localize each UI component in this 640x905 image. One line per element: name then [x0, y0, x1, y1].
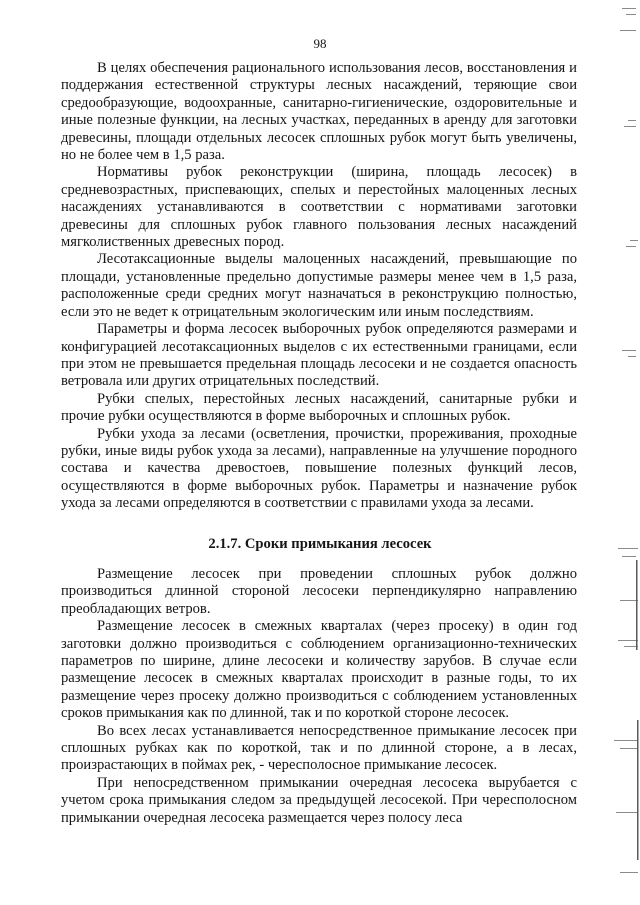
paragraph: Рубки ухода за лесами (осветления, прочистки, прореживания, проходные рубки, иные виды рубок ухода за лесами), направленные на улучшение породного состава и качества древостоев, повышение полезных функций лесов, осуществляются в форме выборочных рубок. Параметры и назначение рубок ухода за лесами определяются в соответствии с правилами ухода за лесами. — [61, 425, 577, 512]
paragraph: Рубки спелых, перестойных лесных насаждений, санитарные рубки и прочие рубки осуществляются в форме выборочных и сплошных рубок. — [61, 390, 577, 425]
paragraph: Размещение лесосек при проведении сплошных рубок должно производиться длинной стороной лесосеки перпендикулярно направлению преобладающих ветров. — [61, 566, 577, 617]
upper-text-block — [61, 60, 577, 513]
paragraph: В целях обеспечения рационального использования лесов, восстановления и поддержания естественной структуры лесных насаждений, теряющие свои средообразующие, водоохранные, санитарно-гигиенические, оздоровительные и иные полезные функции, на лесных участках, переданных в аренду для заготовки древесины, площади отдельных лесосек сплошных рубок могут быть увеличены, но не более чем в 1,5 раза. — [61, 60, 577, 164]
page-number: 98 — [313, 36, 327, 51]
paragraph: Нормативы рубок реконструкции (ширина, площадь лесосек) в средневозрастных, приспевающих, спелых и перестойных малоценных лесных насаждениях устанавливаются в соответствии с нормативами заготовки древесины для сплошных рубок главного пользования лесных насаждений мягколиственных древесных пород. — [61, 164, 577, 251]
paragraph: Во всех лесах устанавливается непосредственное примыкание лесосек при сплошных рубках как по короткой, так и по длинной стороне, а в лесах, произрастающих в поймах рек, - чересполосное примыкание лесосек. — [61, 722, 577, 774]
paragraph: Параметры и форма лесосек выборочных рубок определяются размерами и конфигурацией лесотаксационных выделов с их естественными границами, если при этом не превышается предельная площадь лесосеки и не создается опасность ветровала или других отрицательных последствий. — [61, 321, 577, 390]
paragraph: Лесотаксационные выделы малоценных насаждений, превышающие по площади, установленные предельно допустимые размеры менее чем в 1,5 раза, расположенные среди средних могут назначаться в реконструкцию полностью, если это не ведет к отрицательным экологическим или иным последствиям. — [61, 251, 577, 320]
section-heading: 2.1.7. Сроки примыкания лесосек — [208, 536, 432, 552]
paragraph: Размещение лесосек в смежных кварталах (через просеку) в один год заготовки должно производиться с соблюдением организационно-технических параметров по ширине, длине лесосеки и количеству зарубов. В случае если размещение лесосек в смежных кварталах происходит в разные годы, то их размещение через просеку должно производиться с соблюдением установленных сроков примыкания как по длинной, так и по короткой стороне лесосек. — [61, 618, 577, 722]
lower-text-block — [61, 566, 577, 827]
scan-edge-noise — [606, 0, 640, 905]
paragraph: При непосредственном примыкании очередная лесосека вырубается с учетом срока примыкания следом за предыдущей лесосекой. При чересполосном примыкании очередная лесосека размещается через полосу леса — [61, 774, 577, 826]
